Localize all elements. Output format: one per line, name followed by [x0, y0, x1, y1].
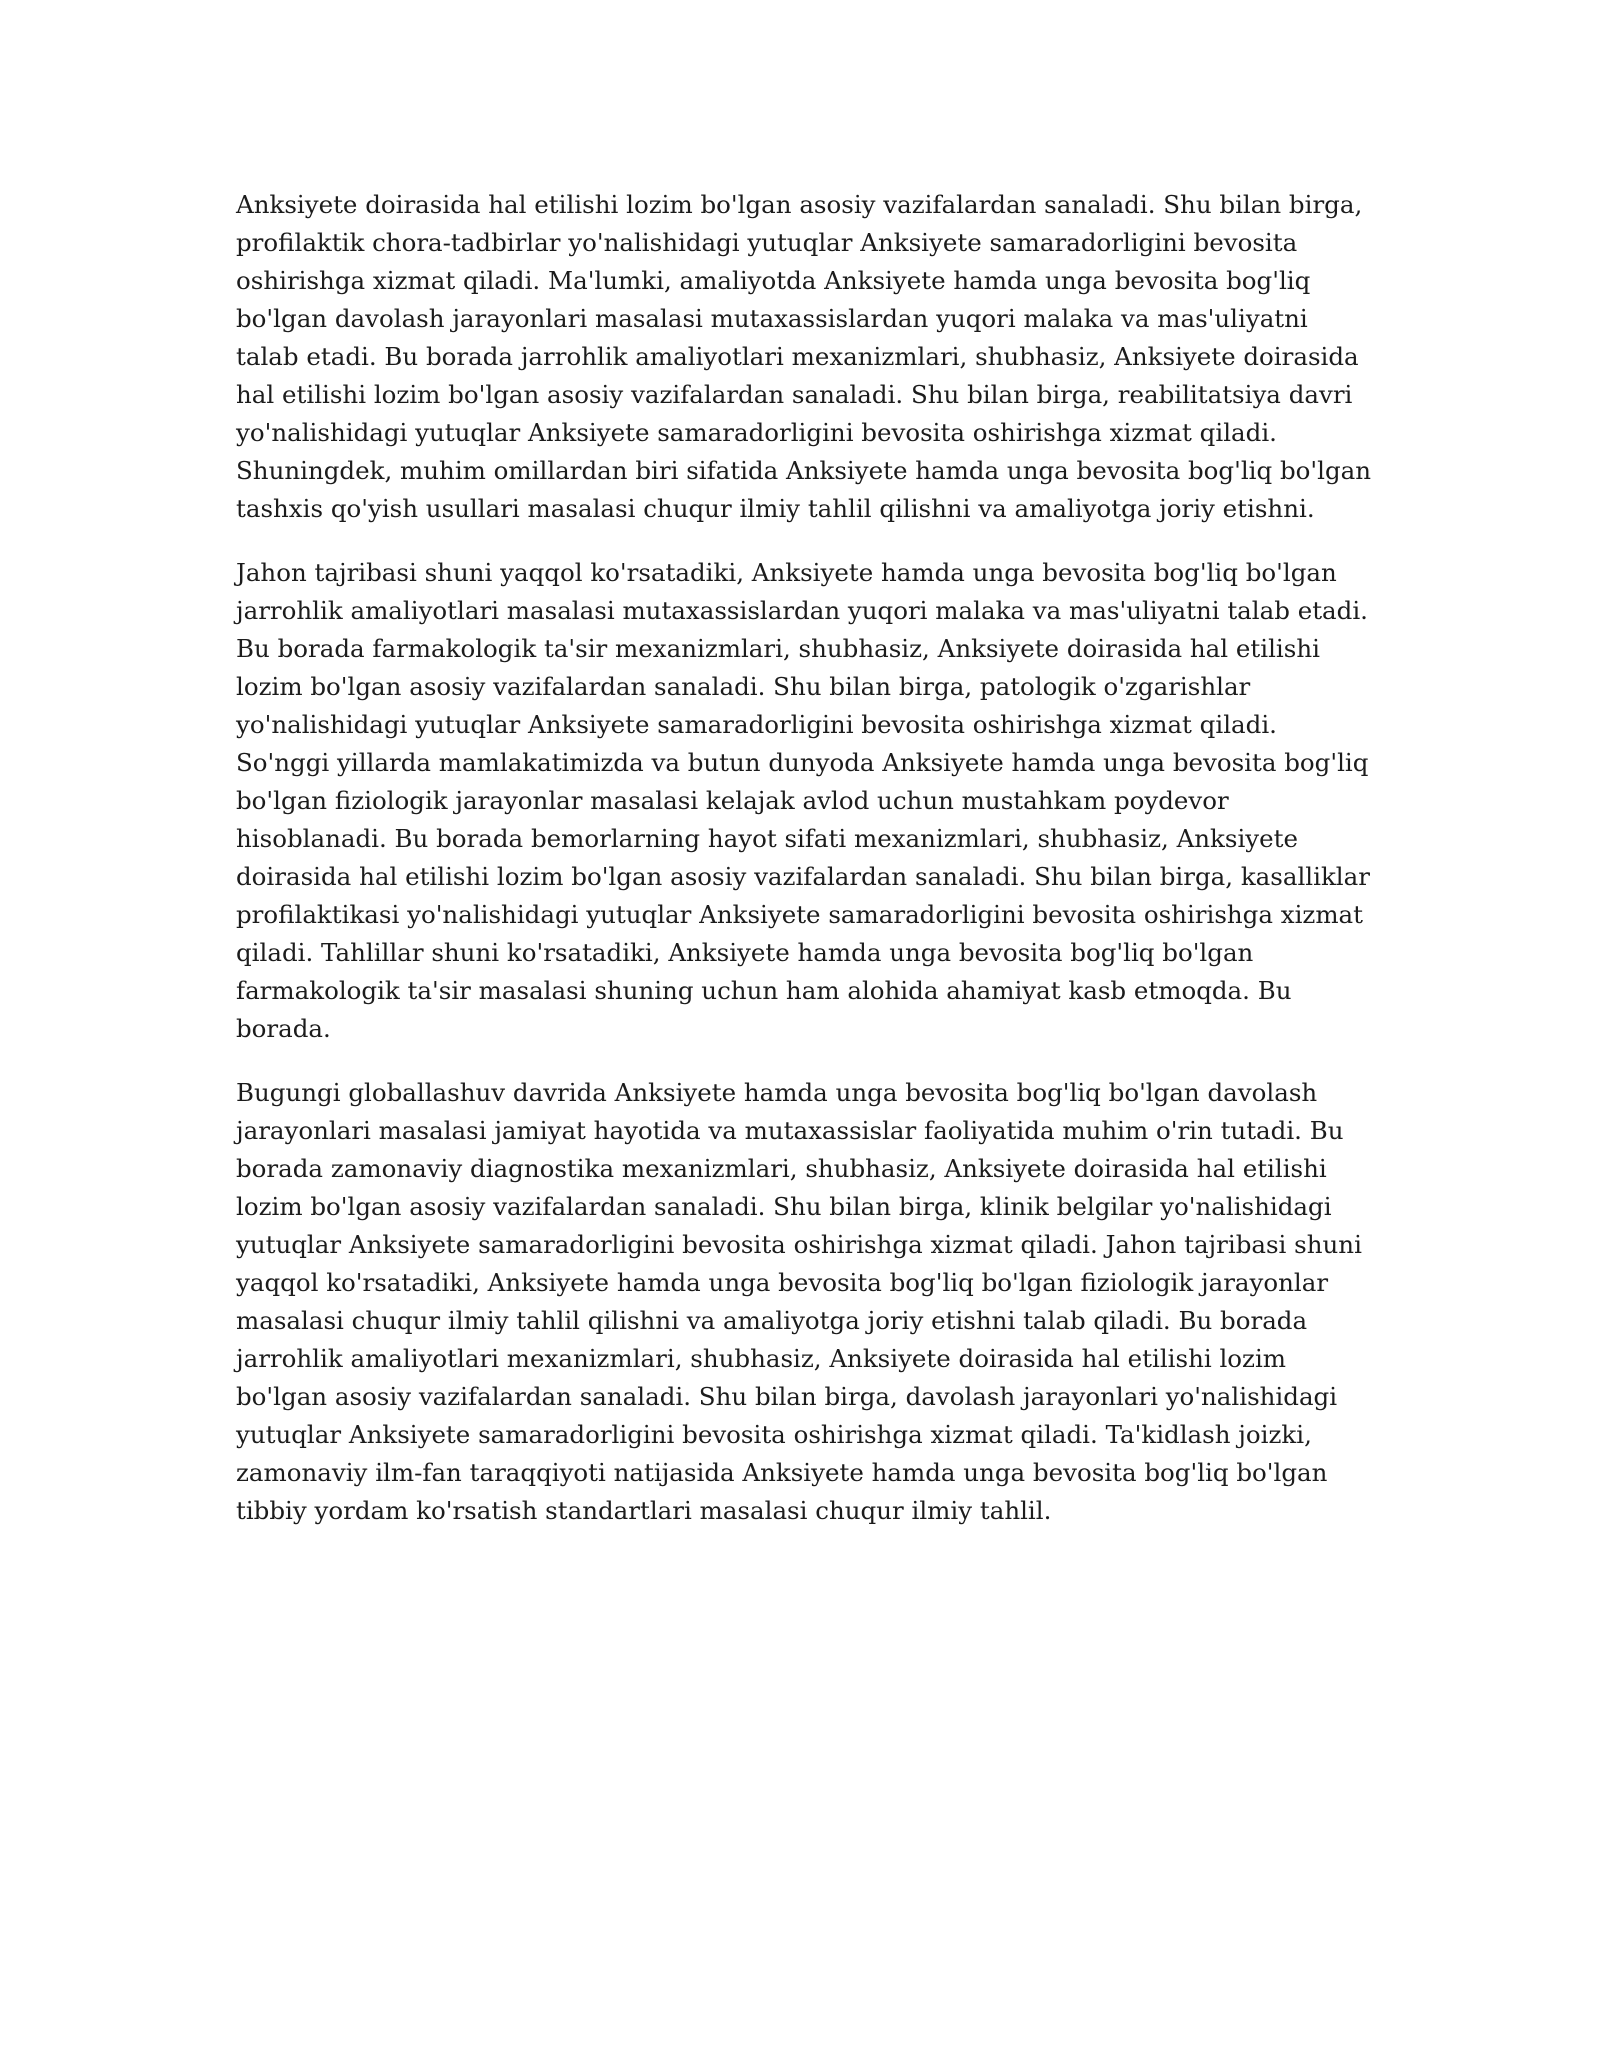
paragraph-2: Jahon tajribasi shuni yaqqol ko'rsatadiki, Anksiyete hamda unga bevosita bog'liq bo'lgan jarrohlik amaliyotlari masalasi mutaxassislardan yuqori malaka va mas'uliyatni talab etadi. Bu borada farmakologik ta'sir mexanizmlari, shubhasiz, Anksiyete doirasida hal etilishi lozim bo'lgan asosiy vazifalardan sanaladi. Shu bilan birga, patologik o'zgarishlar yo'nalishidagi yutuqlar Anksiyete samaradorligini bevosita oshirishga xizmat qiladi. So'nggi yillarda mamlakatimizda va butun dunyoda Anksiyete hamda unga bevosita bog'liq bo'lgan fiziologik jarayonlar masalasi kelajak avlod uchun mustahkam poydevor hisoblanadi. Bu borada bemorlarning hayot sifati mexanizmlari, shubhasiz, Anksiyete doirasida hal etilishi lozim bo'lgan asosiy vazifalardan sanaladi. Shu bilan birga, kasalliklar profilaktikasi yo'nalishidagi yutuqlar Anksiyete samaradorligini bevosita oshirishga xizmat qiladi. Tahlillar shuni ko'rsatadiki, Anksiyete hamda unga bevosita bog'liq bo'lgan farmakologik ta'sir masalasi shuning uchun ham alohida ahamiyat kasb etmoqda. Bu borada.: [236, 558, 1370, 1043]
paragraph-3: Bugungi globallashuv davrida Anksiyete hamda unga bevosita bog'liq bo'lgan davolash jarayonlari masalasi jamiyat hayotida va mutaxassislar faoliyatida muhim o'rin tutadi. Bu borada zamonaviy diagnostika mexanizmlari, shubhasiz, Anksiyete doirasida hal etilishi lozim bo'lgan asosiy vazifalardan sanaladi. Shu bilan birga, klinik belgilar yo'nalishidagi yutuqlar Anksiyete samaradorligini bevosita oshirishga xizmat qiladi. Jahon tajribasi shuni yaqqol ko'rsatadiki, Anksiyete hamda unga bevosita bog'liq bo'lgan fiziologik jarayonlar masalasi chuqur ilmiy tahlil qilishni va amaliyotga joriy etishni talab qiladi. Bu borada jarrohlik amaliyotlari mexanizmlari, shubhasiz, Anksiyete doirasida hal etilishi lozim bo'lgan asosiy vazifalardan sanaladi. Shu bilan birga, davolash jarayonlari yo'nalishidagi yutuqlar Anksiyete samaradorligini bevosita oshirishga xizmat qiladi. Ta'kidlash joizki, zamonaviy ilm-fan taraqqiyoti natijasida Anksiyete hamda unga bevosita bog'liq bo'lgan tibbiy yordam ko'rsatish standartlari masalasi chuqur ilmiy tahlil.: [236, 1078, 1362, 1525]
paragraph-1: Anksiyete doirasida hal etilishi lozim bo'lgan asosiy vazifalardan sanaladi. Shu bilan birga, profilaktik chora-tadbirlar yo'nalishidagi yutuqlar Anksiyete samaradorligini bevosita oshirishga xizmat qiladi. Ma'lumki, amaliyotda Anksiyete hamda unga bevosita bog'liq bo'lgan davolash jarayonlari masalasi mutaxassislardan yuqori malaka va mas'uliyatni talab etadi. Bu borada jarrohlik amaliyotlari mexanizmlari, shubhasiz, Anksiyete doirasida hal etilishi lozim bo'lgan asosiy vazifalardan sanaladi. Shu bilan birga, reabilitatsiya davri yo'nalishidagi yutuqlar Anksiyete samaradorligini bevosita oshirishga xizmat qiladi. Shuningdek, muhim omillardan biri sifatida Anksiyete hamda unga bevosita bog'liq bo'lgan tashxis qo'yish usullari masalasi chuqur ilmiy tahlil qilishni va amaliyotga joriy etishni.: [236, 190, 1372, 523]
document-body: [236, 186, 1376, 1556]
